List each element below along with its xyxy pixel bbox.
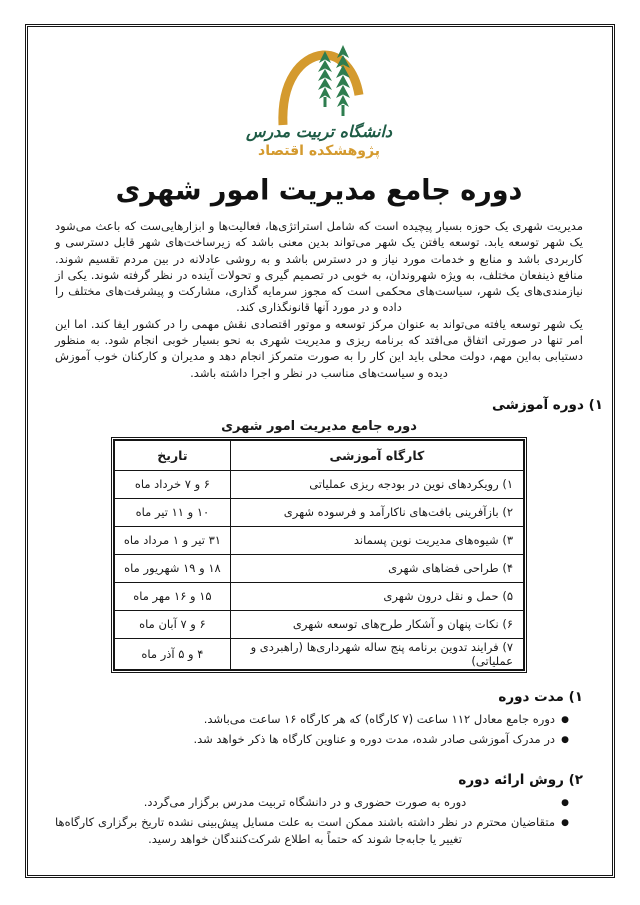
bullet-text: متقاضیان محترم در نظر داشته باشند ممکن است به علت مسایل پیش‌بینی نشده تاریخ برگزاری کارگاه‌ها تغییر یا جابه‌جا شوند که حتماً به اطلاع شرکت‌کنندگان خواهد رسید. [55, 814, 555, 846]
workshop-cell: ۳) شیوه‌های مدیریت نوین پسماند [230, 526, 524, 554]
table-row [114, 526, 524, 554]
date-cell: ۳۱ تیر و ۱ مرداد ماه [114, 526, 230, 554]
intro-paragraph-1: مدیریت شهری یک حوزه بسیار پیچیده است که شامل استراتژی‌ها، فعالیت‌ها و ابزارهایی‌ست که باعث می‌شود یک شهر توسعه یابد. توسعه یافتن یک شهر می‌تواند بدین معنی باشد که زیرساخت‌های شهر قابل دسترسی و کاربردی باشد و منابع و خدمات مورد نیاز و در دسترس باشد و به روشی عادلانه در بین مردم تقسیم شوند. منافع ذینفعان مختلف، به ویژه شهروندان، به خوبی در تصمیم گیری و تحولات آینده در نظر گرفته شوند. یکی از نیازمندی‌های یک شهر، سیاست‌های محکمی است که مجوز سرمایه گذاری، مشارکت و پیشرفت‌های مختلف را داده و در مورد آنها قانونگذاری کند. [55, 218, 583, 315]
date-cell: ۶ و ۷ آبان ماه [114, 610, 230, 638]
method-bullet-list [55, 794, 583, 848]
bullet-text: در مدرک آموزشی صادر شده، مدت دوره و عناوین کارگاه ها ذکر خواهد شد. [193, 731, 555, 746]
table-caption: دوره جامع مدیریت امور شهری [221, 418, 417, 434]
col-header-workshop: کارگاه آموزشی [230, 440, 524, 471]
intro-text [55, 218, 583, 381]
date-cell: ۱۰ و ۱۱ تیر ماه [114, 498, 230, 526]
bullet-item [55, 711, 569, 728]
table-row [114, 554, 524, 582]
workshop-cell: ۲) بازآفرینی بافت‌های ناکارآمد و فرسوده شهری [230, 498, 524, 526]
table-row [114, 470, 524, 498]
bullet-item [55, 731, 569, 748]
table-header-row [114, 440, 524, 471]
workshop-cell: ۷) فرایند تدوین برنامه پنج ساله شهرداری‌ها (راهبردی و عملیاتی) [230, 638, 524, 670]
bullet-item [55, 794, 569, 811]
table-row [114, 582, 524, 610]
institute-name: پژوهشکده اقتصاد [258, 142, 380, 159]
workshop-table-frame [111, 437, 527, 673]
duration-bullet-list [55, 711, 583, 748]
date-cell: ۴ و ۵ آذر ماه [114, 638, 230, 670]
bullet-text: دوره به صورت حضوری و در دانشگاه تربیت مدرس برگزار می‌گردد. [143, 794, 467, 809]
university-name: دانشگاه تربیت مدرس [245, 122, 393, 141]
workshop-cell: ۴) طراحی فضاهای شهری [230, 554, 524, 582]
workshop-cell: ۵) حمل و نقل درون شهری [230, 582, 524, 610]
heading-duration-section: ۱) مدت دوره [498, 688, 583, 705]
date-cell: ۱۸ و ۱۹ شهریور ماه [114, 554, 230, 582]
heading-method-section: ۲) روش ارائه دوره [458, 771, 583, 788]
date-cell: ۶ و ۷ خرداد ماه [114, 470, 230, 498]
col-header-date: تاریخ [114, 440, 230, 471]
university-logo [55, 45, 583, 159]
table-row [114, 498, 524, 526]
page-border-frame [25, 24, 615, 878]
page-title: دوره جامع مدیریت امور شهری [115, 174, 523, 207]
university-logo-icon [267, 45, 371, 129]
bullet-item [55, 814, 569, 848]
intro-paragraph-2: یک شهر توسعه یافته می‌تواند به عنوان مرکز توسعه و موتور اقتصادی نقش مهمی را در کشور ایفا کند. اما این امر تنها در صورتی اتفاق می‌افتد که برنامه ریزی و مدیریت شهری به نحو بسیار خوبی انجام شود. به منظور دستیابی به‌این مهم، دولت محلی باید این کار را به صورت متمرکز انجام دهد و مدیران و کارکنان خوب آموزش دیده و سیاست‌های مناسب در نظر و اجرا داشته باشد. [55, 316, 583, 380]
workshop-table-body [114, 470, 524, 670]
workshop-cell: ۱) رویکردهای نوین در بودجه ریزی عملیاتی [230, 470, 524, 498]
table-row [114, 638, 524, 670]
date-cell: ۱۵ و ۱۶ مهر ماه [114, 582, 230, 610]
workshop-cell: ۶) نکات پنهان و آشکار طرح‌های توسعه شهری [230, 610, 524, 638]
heading-course-section: ۱) دوره آموزشی [491, 396, 603, 413]
table-row [114, 610, 524, 638]
workshop-table [113, 439, 525, 671]
bullet-text: دوره جامع معادل ۱۱۲ ساعت (۷ کارگاه) که هر کارگاه ۱۶ ساعت می‌باشد. [203, 711, 555, 726]
